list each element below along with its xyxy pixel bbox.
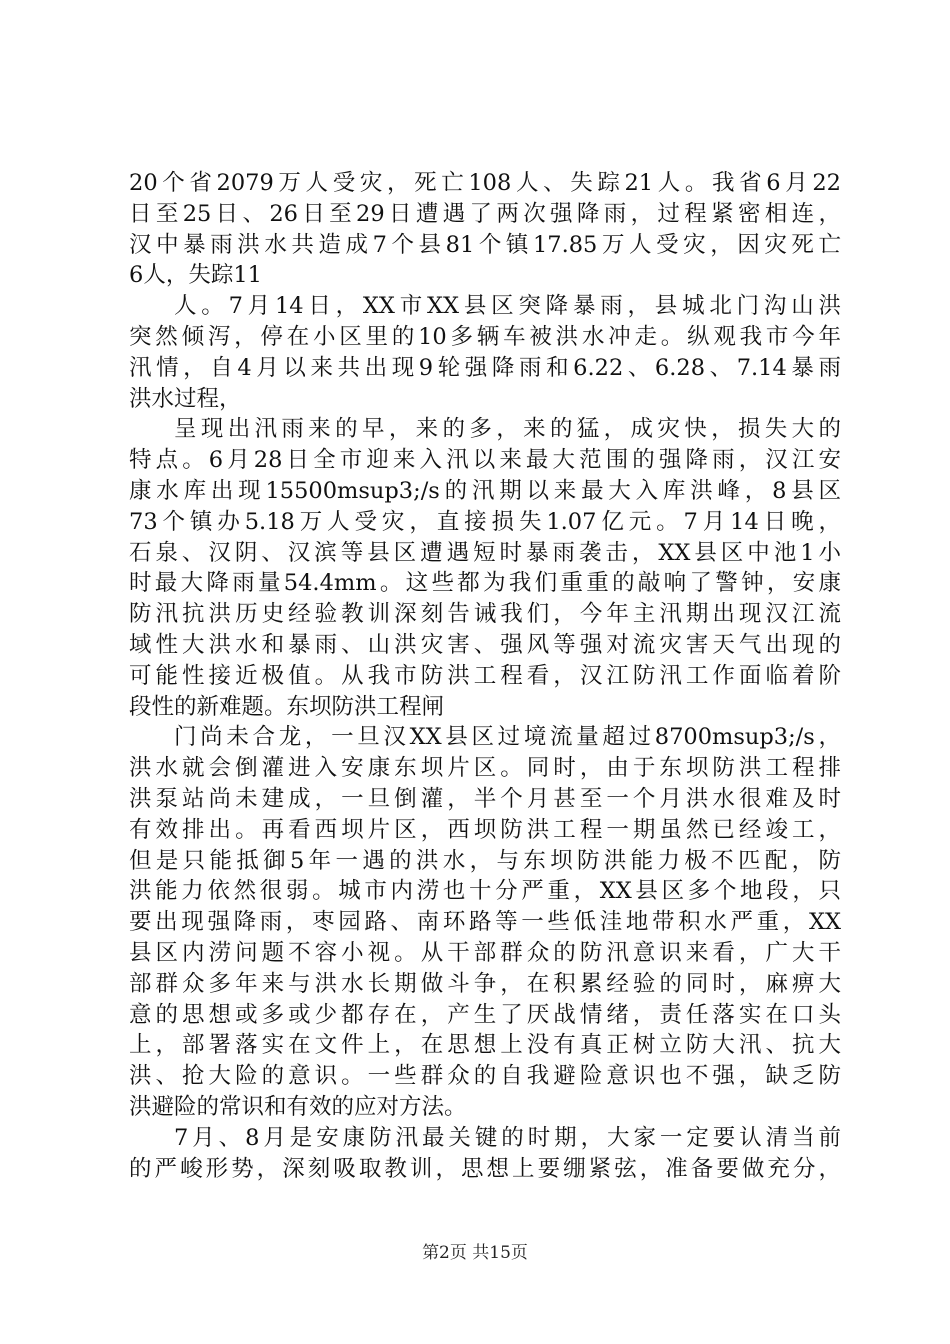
text-line: 有效排出。再看西坝片区，西坝防洪工程一期虽然已经竣工， <box>129 816 841 843</box>
text-line: 段性的新难题。东坝防洪工程闸 <box>129 693 445 720</box>
text-line: 突然倾泻，停在小区里的10多辆车被洪水冲走。纵观我市今年 <box>129 323 841 350</box>
text-line: 73个镇办5.18万人受灾，直接损失1.07亿元。7月14日晚， <box>129 508 841 535</box>
text-line: 人。7月14日，XX市XX县区突降暴雨，县城北门沟山洪 <box>174 293 841 320</box>
text-line: 上，部署落实在文件上，在思想上没有真正树立防大汛、抗大 <box>129 1032 841 1059</box>
text-line: 20个省2079万人受灾，死亡108人、失踪21人。我省6月22 <box>129 170 841 196</box>
text-line: 康水库出现15500msup3;/s的汛期以来最大入库洪峰，8县区 <box>129 477 841 504</box>
text-line: 防汛抗洪历史经验教训深刻告诫我们，今年主汛期出现汉江流 <box>129 601 841 628</box>
text-line: 部群众多年来与洪水长期做斗争，在积累经验的同时，麻痹大 <box>129 970 841 997</box>
text-line: 洪、抢大险的意识。一些群众的自我避险意识也不强，缺乏防 <box>129 1063 841 1090</box>
page-footer <box>0 1238 950 1263</box>
text-line: 县区内涝问题不容小视。从干部群众的防汛意识来看，广大干 <box>129 939 841 966</box>
text-line: 意的思想或多或少都存在，产生了厌战情绪，责任落实在口头 <box>129 1001 841 1028</box>
document-body <box>129 168 841 1184</box>
text-line: 汛情，自4月以来共出现9轮强降雨和6.22、6.28、7.14暴雨 <box>129 354 841 381</box>
text-line: 汉中暴雨洪水共造成7个县81个镇17.85万人受灾，因灾死亡 <box>129 231 841 258</box>
page-number-label: 第2页 共15页 <box>422 1243 528 1263</box>
text-line: 洪泵站尚未建成，一旦倒灌，半个月甚至一个月洪水很难及时 <box>129 785 841 812</box>
text-line: 洪避险的常识和有效的应对方法。 <box>129 1093 467 1120</box>
text-line: 特点。6月28日全市迎来入汛以来最大范围的强降雨，汉江安 <box>129 447 841 474</box>
text-line: 日至25日、26日至29日遭遇了两次强降雨，过程紧密相连， <box>129 200 841 227</box>
text-line: 时最大降雨量54.4mm。这些都为我们重重的敲响了警钟，安康 <box>129 570 841 597</box>
text-line: 石泉、汉阴、汉滨等县区遭遇短时暴雨袭击，XX县区中池1小 <box>129 539 841 566</box>
text-line: 洪水过程， <box>129 385 242 412</box>
text-line: 但是只能抵御5年一遇的洪水，与东坝防洪能力极不匹配，防 <box>129 847 841 874</box>
text-line: 要出现强降雨，枣园路、南环路等一些低洼地带积水严重，XX <box>129 909 841 936</box>
text-line: 可能性接近极值。从我市防洪工程看，汉江防汛工作面临着阶 <box>129 662 841 689</box>
text-line: 洪水就会倒灌进入安康东坝片区。同时，由于东坝防洪工程排 <box>129 755 841 782</box>
text-line: 门尚未合龙，一旦汉XX县区过境流量超过8700msup3;/s， <box>174 724 841 751</box>
text-line: 洪能力依然很弱。城市内涝也十分严重，XX县区多个地段，只 <box>129 878 841 905</box>
text-line: 的严峻形势，深刻吸取教训，思想上要绷紧弦，准备要做充分， <box>129 1155 841 1182</box>
text-line: 6人，失踪11 <box>129 262 262 289</box>
text-line: 呈现出汛雨来的早，来的多，来的猛，成灾快，损失大的 <box>174 416 841 443</box>
text-line: 7月、8月是安康防汛最关键的时期，大家一定要认清当前 <box>174 1124 841 1151</box>
text-line: 域性大洪水和暴雨、山洪灾害、强风等强对流灾害天气出现的 <box>129 631 841 658</box>
